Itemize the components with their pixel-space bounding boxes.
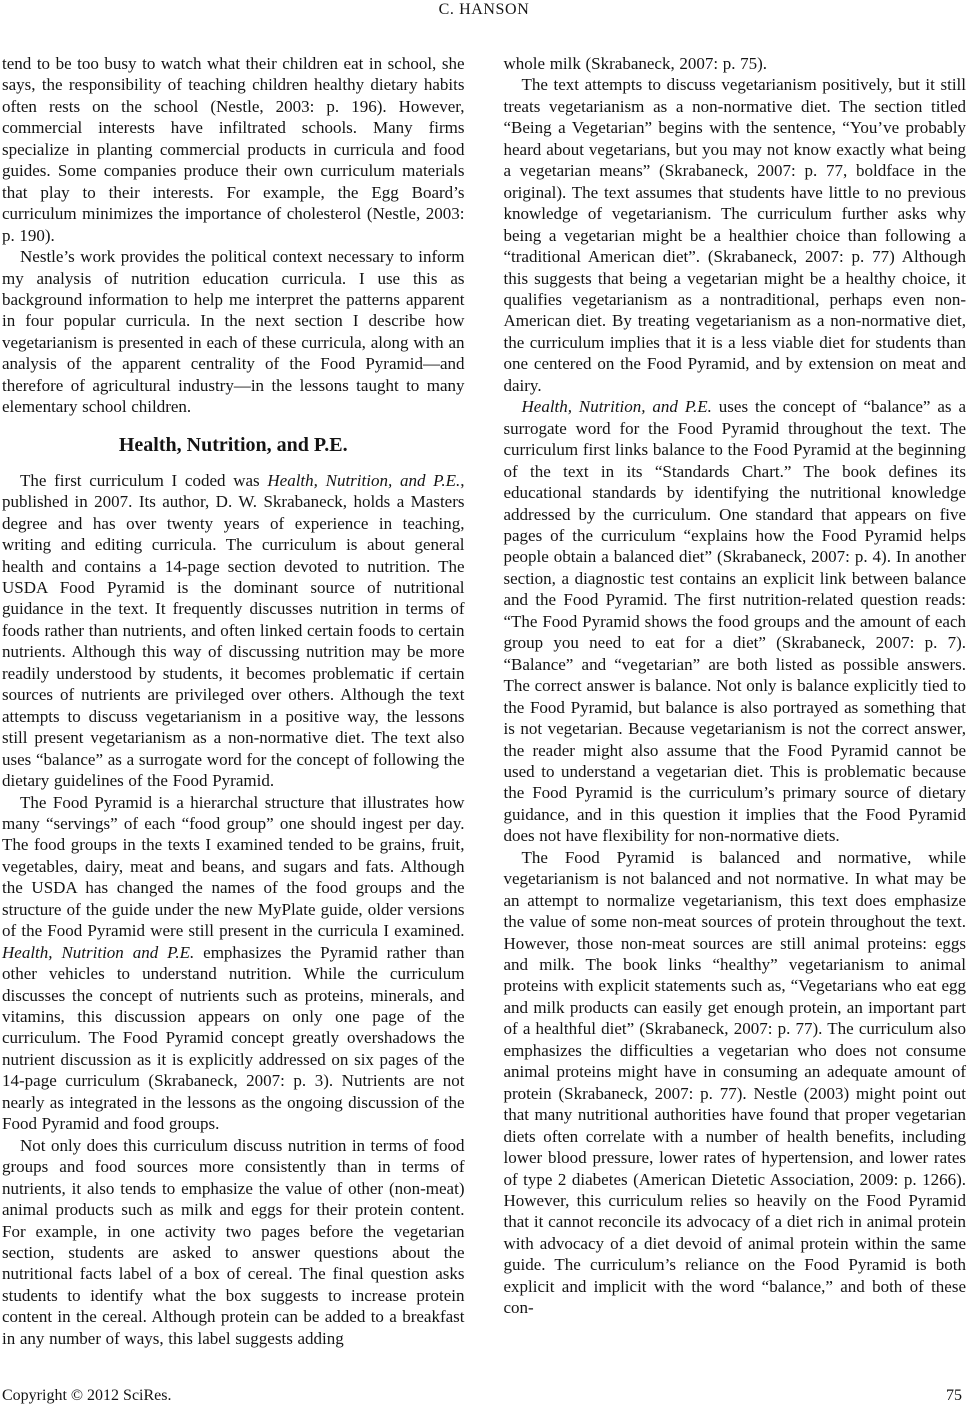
right-column — [504, 53, 967, 1349]
page-footer — [2, 1387, 962, 1405]
text-run: Nestle’s work provides the political context necessary to inform my analysis of nutrition education curricula. I use this as background information to help me interpret the patterns apparent in four popular curricula. In the next section I describe how vegetarianism is presented in each of these curricula, along with an analysis of the apparent centrality of the Food Pyramid—and therefore of agricultural industry—in the lessons taught to many elementary school children. — [2, 247, 465, 417]
text-run: The first curriculum I coded was — [20, 470, 268, 490]
book-title-italic: Health, Nutrition, and P.E. — [267, 470, 461, 490]
paragraph — [2, 53, 465, 246]
paragraph — [2, 470, 465, 792]
text-run: The Food Pyramid is balanced and normative, while vegetarianism is not balanced and not normative. In what may be an attempt to normalize vegetarianism, this text does emphasize the value of some non-meat sources of protein throughout the text. However, those non-meat sources are still animal proteins: eggs and milk. The book links “healthy” vegetarianism to animal proteins with explicit statements such as, “Vegetarians who eat egg and milk products can easily get enough protein, an important part of a healthful diet” (Skrabaneck, 2007: p. 77). The curriculum also emphasizes the difficulties a vegetarian who does not consume animal proteins might have in consuming an adequate amount of protein (Skrabaneck, 2007: p. 77). Nestle (2003) might point out that many nutritional authorities have found that proper vegetarian diets often correlate with a number of health benefits, including lower blood pressure, lower rates of hypertension, and lower rates of type 2 diabetes (American Dietetic Association, 2009: p. 1266). However, this curriculum relies so heavily on the Food Pyramid that it cannot reconcile its advocacy of a diet rich in animal protein with advocacy of a diet devoid of animal protein within the same guide. The curriculum’s reliance on the Food Pyramid is both explicit and implicit with the word “balance,” and both of these con- — [503, 847, 966, 1318]
paragraph — [2, 246, 465, 418]
text-run: emphasizes the Pyramid rather than other vehicles to understand nutrition. While the curriculum discusses the concept of nutrients such as proteins, minerals, and vitamins, this discussion appears on only one page of the curriculum. The Food Pyramid concept greatly overshadows the nutrient discussion as it is explicitly addressed on six pages of the 14-page curriculum (Skrabaneck, 2007: p. 3). Nutrients are not nearly as integrated in the lessons as the ongoing discussion of the Food Pyramid and food groups. — [2, 942, 465, 1134]
article-body — [2, 53, 966, 1349]
book-title-italic: Health, Nutrition and P.E. — [2, 942, 195, 962]
text-run: Not only does this curriculum discuss nutrition in terms of food groups and food sources more consistently than in terms of nutrients, it also tends to emphasize the value of other (non-meat) animal products such as milk and eggs for their protein content. For example, in one activity two pages before the vegetarian section, students are asked to answer questions about the nutritional facts label of a box of cereal. The final question asks students to identify what the box suggests to increase protein content in the cereal. Although protein can be added to a breakfast in any number of ways, this label suggests adding — [2, 1135, 465, 1348]
section-heading: Health, Nutrition, and P.E. — [118, 433, 348, 456]
paragraph — [504, 74, 967, 396]
book-title-italic: Health, Nutrition, and P.E. — [521, 397, 712, 417]
running-head: C. HANSON — [438, 1, 530, 18]
text-run: whole milk (Skrabaneck, 2007: p. 75). — [503, 54, 768, 73]
copyright-text: Copyright © 2012 SciRes. — [2, 1387, 172, 1404]
paragraph — [504, 53, 967, 74]
text-run: The text attempts to discuss vegetarianism positively, but it still treats vegetarianism as a non-normative diet. The section titled “Being a Vegetarian” begins with the sentence, “You’ve probably heard about vegetarians, but you may not know exactly what being a vegetarian means” (Skrabaneck, 2007: p. 77, boldface in the original). The text assumes that students have little to no previous knowledge of vegetarianism. The curriculum further asks why being a vegetarian might be a healthier choice than following a “traditional American diet”. (Skrabaneck, 2007: p. 77) Although this suggests that being a vegetarian might be a healthy choice, it qualifies vegetarianism as a nontraditional, perhaps even non-American diet. By treating vegetarianism as a non-normative diet, the curriculum implies that it is a less viable diet for students than one centered on the Food Pyramid, and by extension on meat and dairy. — [503, 75, 966, 395]
paragraph — [504, 847, 967, 1319]
text-run: , published in 2007. Its author, D. W. Skrabaneck, holds a Masters degree and has over twenty years of experience in teaching, writing and editing curricula. The curriculum is about general health and contains a 14-page section devoted to nutrition. The USDA Food Pyramid is the dominant source of nutritional guidance in the text. It frequently discusses nutrition in terms of foods rather than nutrients, and often linked certain foods to certain nutrients. Although this way of discussing nutrition may be more readily understood by students, it becomes problematic if certain sources of nutrients are privileged over others. Although the text attempts to discuss vegetarianism in a positive way, the lessons still present vegetarianism as a non-normative diet. The text also uses “balance” as a surrogate word for the concept of following the dietary guidelines of the Food Pyramid. — [2, 470, 465, 791]
page-number: 75 — [946, 1387, 962, 1404]
paragraph — [2, 1135, 465, 1350]
text-run: uses the concept of “balance” as a surrogate word for the Food Pyramid throughout the text. The curriculum first links balance to the Food Pyramid at the beginning of the text in its “Standards Chart.” The book defines its educational standards by identifying the nutritional knowledge addressed by the curriculum. One standard that appears on five pages of the curriculum “explains how the Food Pyramid helps people obtain a balanced diet” (Skrabaneck, 2007: p. 4). In another section, a diagnostic test contains an explicit link between balance and the Food Pyramid. The first nutrition-related question reads: “The Food Pyramid shows the food groups and the amount of each group you need to eat for a diet” (Skrabaneck, 2007: p. 7). “Balance” and “vegetarian” are both listed as possible answers. The correct answer is balance. Not only is balance explicitly tied to the Food Pyramid, but balance is also portrayed as something that is not vegetarian. Because vegetarianism is not the correct answer, the reader might also assume that the Food Pyramid cannot be used to understand a vegetarian diet. This is problematic because the Food Pyramid is the curriculum’s primary source of dietary guidance, and in this question it implies that the Food Pyramid does not have flexibility for non-normative diets. — [503, 397, 966, 846]
text-run: The Food Pyramid is a hierarchal structure that illustrates how many “servings” of each “food group” one should ingest per day. The food groups in the texts I examined tended to be grains, fruit, vegetables, dairy, meat and beans, and sugars and fats. Although the USDA has changed the names of the food groups and the structure of the guide under the new MyPlate guide, older versions of the Food Pyramid were still present in the curricula I examined. — [2, 792, 465, 941]
paragraph — [2, 792, 465, 1135]
paragraph — [504, 396, 967, 847]
left-column — [2, 53, 465, 1349]
text-run: tend to be too busy to watch what their children eat in school, she says, the responsibility of teaching children healthy dietary habits often rests on the school (Nestle, 2003: p. 196). However, commercial interests have infiltrated schools. Many firms specialize in planting commercial products in curricula and food guides. Some companies produce their own curriculum materials that play to their interests. For example, the Egg Board’s curriculum minimizes the importance of cholesterol (Nestle, 2003: p. 190). — [2, 54, 465, 245]
